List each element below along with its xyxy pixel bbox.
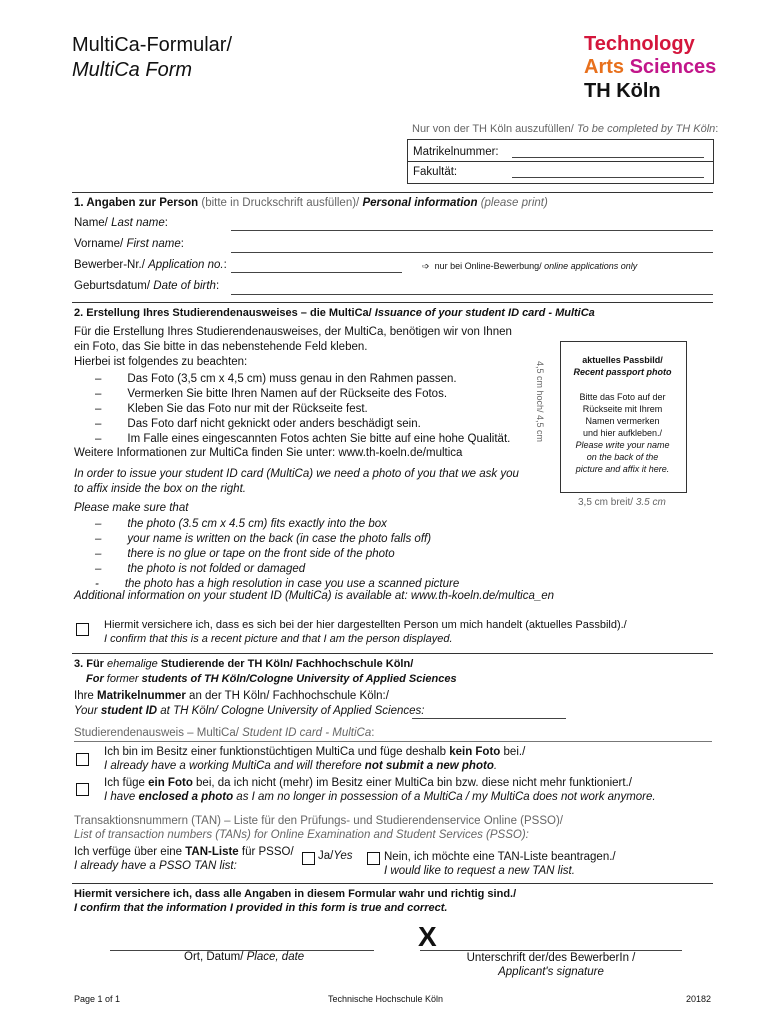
photo-title-de: aktuelles Passbild/ bbox=[582, 355, 663, 365]
s1-colon: : bbox=[223, 259, 227, 271]
photo-body-en-1: Please write your name bbox=[575, 440, 670, 450]
photo-body-en-2: on the back of the bbox=[586, 452, 659, 462]
last-name-label bbox=[74, 217, 168, 229]
list-item: – Kleben Sie das Foto nur mit der Rückseite fest. bbox=[95, 403, 368, 415]
s3-tanq-de-a: Ich verfüge über eine bbox=[74, 846, 186, 858]
list-item: – the photo is not folded or damaged bbox=[95, 563, 306, 575]
s1-heading-en-paren: (please print) bbox=[480, 197, 548, 209]
enclosed-photo-checkbox[interactable] bbox=[76, 783, 89, 796]
list-item: - the photo has a high resolution in case you use a scanned picture bbox=[95, 578, 460, 590]
s3-mat-de-c: an der TH Köln/ Fachhochschule Köln:/ bbox=[185, 690, 389, 702]
final-sig-en: Applicant's signature bbox=[498, 966, 604, 978]
footer-page: Page 1 of 1 bbox=[74, 994, 121, 1004]
tan-question bbox=[74, 845, 294, 873]
matrikel-label: Matrikelnummer: bbox=[413, 146, 499, 158]
signature-label bbox=[420, 951, 682, 979]
s2-more-en: Additional information on your student ID (MultiCa) is available at: www.th-koeln.de/multica_en bbox=[74, 590, 555, 602]
s3-card-label-de: Studierendenausweis – MultiCa/ bbox=[74, 727, 239, 739]
s3-opt2-en-b: enclosed a photo bbox=[138, 791, 234, 803]
logo-arts-sciences bbox=[584, 56, 716, 79]
s3-tan-de: Transaktionsnummern (TAN) – Liste für den Prüfungs- und Studierendenservice Online (PSSO)/ bbox=[74, 815, 563, 827]
no-photo-checkbox[interactable] bbox=[76, 753, 89, 766]
s3-opt2-de bbox=[104, 776, 656, 790]
list-item: – there is no glue or tape on the front side of the photo bbox=[95, 548, 395, 560]
s3-mat-de-a: Ihre bbox=[74, 690, 98, 702]
photo-confirm-checkbox[interactable] bbox=[76, 623, 89, 636]
s1-heading-bold: 1. Angaben zur Person bbox=[74, 197, 199, 209]
s1-colon: : bbox=[164, 217, 168, 229]
list-item: – the photo (3.5 cm x 4.5 cm) fits exactly into the box bbox=[95, 518, 387, 530]
form-title-en: MultiCa Form bbox=[72, 59, 193, 81]
s1-appnote-de: nur bei Online-Bewerbung/ bbox=[434, 261, 542, 271]
office-note-de: Nur von der TH Köln auszufüllen/ bbox=[412, 123, 574, 135]
s3-yes-en: Yes bbox=[333, 850, 353, 862]
section2-heading bbox=[74, 307, 595, 319]
s2-intro-en-2: to affix inside the box on the right. bbox=[74, 483, 246, 495]
s2-note-de: Hierbei ist folgendes zu beachten: bbox=[74, 356, 248, 368]
arrow-icon: ➩ bbox=[422, 261, 430, 271]
former-matrikel-de bbox=[74, 690, 389, 702]
final-confirm-en: I confirm that the information I provided in this form is true and correct. bbox=[74, 902, 448, 914]
s1-colon: : bbox=[215, 280, 220, 292]
matrikel-field[interactable] bbox=[512, 157, 704, 158]
last-name-field[interactable] bbox=[231, 230, 713, 231]
form-title: MultiCa-Formular/ bbox=[72, 34, 233, 56]
s3-mat-en-c: at TH Köln/ Cologne University of Applied Sciences: bbox=[157, 705, 425, 717]
photo-height-label: 4,5 cm hoch/ 4,5 cm bbox=[535, 361, 545, 443]
office-box-divider bbox=[407, 161, 713, 162]
s2-heading-en: Issuance of your student ID card - MultiCa bbox=[374, 307, 595, 319]
office-note bbox=[412, 123, 718, 135]
s3-opt1-de-b: kein Foto bbox=[449, 746, 501, 758]
final-place-de: Ort, Datum/ bbox=[184, 951, 244, 963]
s2-list-de-0: Das Foto (3,5 cm x 4,5 cm) muss genau in den Rahmen passen. bbox=[127, 373, 457, 385]
final-place-en: Place, date bbox=[246, 951, 305, 963]
s2-list-en-3: the photo is not folded or damaged bbox=[127, 563, 306, 575]
s1-dob-de: Geburtsdatum/ bbox=[74, 280, 151, 292]
s3-tanq-de-c: für PSSO/ bbox=[238, 846, 294, 858]
faculty-field[interactable] bbox=[512, 177, 704, 178]
s3-card-label-colon: : bbox=[371, 727, 375, 739]
s1-firstname-de: Vorname/ bbox=[74, 238, 124, 250]
tan-label bbox=[74, 814, 563, 842]
application-no-field[interactable] bbox=[231, 272, 402, 273]
section3-heading-en bbox=[86, 673, 457, 685]
s3-h2-a: For bbox=[86, 673, 107, 685]
s2-more-de: Weitere Informationen zur MultiCa finden Sie unter: www.th-koeln.de/multica bbox=[74, 447, 463, 459]
first-name-label bbox=[74, 238, 184, 250]
s3-mat-de-b: Matrikelnummer bbox=[97, 690, 186, 702]
signature-x-mark: X bbox=[418, 921, 437, 952]
s1-appno-en: Application no. bbox=[148, 259, 224, 271]
s2-list-en bbox=[95, 517, 459, 592]
s3-mat-en-b: student ID bbox=[100, 705, 158, 717]
list-item: – Das Foto (3,5 cm x 4,5 cm) muss genau in den Rahmen passen. bbox=[95, 373, 457, 385]
dob-field[interactable] bbox=[231, 294, 713, 295]
s3-h-a: 3. Für bbox=[74, 658, 108, 670]
list-item: – Vermerken Sie bitte Ihren Namen auf der Rückseite des Fotos. bbox=[95, 388, 448, 400]
tan-yes-checkbox[interactable] bbox=[302, 852, 315, 865]
photo-width-label bbox=[578, 497, 666, 508]
photo-width-de: 3,5 cm breit/ bbox=[578, 497, 634, 508]
photo-body-de-2: Rückseite mit Ihrem bbox=[582, 404, 663, 414]
tan-no-checkbox[interactable] bbox=[367, 852, 380, 865]
photo-body-de-3: Namen vermerken bbox=[585, 416, 660, 426]
s3-h2-c: students of TH Köln/Cologne University of Applied Sciences bbox=[138, 673, 457, 685]
list-item: – Im Falle eines eingescannten Fotos achten Sie bitte auf eine hohe Qualität. bbox=[95, 433, 511, 445]
footer-org: Technische Hochschule Köln bbox=[328, 994, 444, 1004]
divider bbox=[72, 302, 713, 303]
s3-card-label-en: Student ID card - MultiCa bbox=[242, 727, 372, 739]
s2-list-de bbox=[95, 372, 510, 447]
s3-opt1-de bbox=[104, 745, 525, 759]
logo-th-koeln: TH Köln bbox=[584, 80, 661, 102]
s3-tanq-de-b: TAN-Liste bbox=[185, 846, 239, 858]
s3-h2-b: former bbox=[106, 673, 139, 685]
photo-body-de-1: Bitte das Foto auf der bbox=[579, 392, 666, 402]
s3-no-de: Nein, ich möchte eine TAN-Liste beantragen./ bbox=[384, 851, 616, 863]
s2-list-en-1: your name is written on the back (in case the photo falls off) bbox=[127, 533, 432, 545]
divider bbox=[72, 883, 713, 884]
s3-opt2-en-c: as I am no longer in possession of a MultiCa / my MultiCa does not work anymore. bbox=[233, 791, 656, 803]
photo-confirm-de: Hiermit versichere ich, dass es sich bei der hier dargestellten Person um mich handelt (aktuelles Passbild)./ bbox=[104, 619, 627, 631]
s3-opt1-de-a: Ich bin im Besitz einer funktionstüchtigen MultiCa und füge deshalb bbox=[104, 746, 450, 758]
section1-heading bbox=[74, 197, 548, 209]
application-note bbox=[422, 261, 637, 272]
s1-name-de: Name/ bbox=[74, 217, 108, 229]
s3-tan-en: List of transaction numbers (TANs) for Online Examination and Student Services (PSSO): bbox=[74, 829, 529, 841]
s2-intro-de-1: Für die Erstellung Ihres Studierendenausweises, der MultiCa, benötigen wir von Ihnen bbox=[74, 326, 512, 338]
place-date-label bbox=[184, 951, 304, 963]
list-item: – your name is written on the back (in case the photo falls off) bbox=[95, 533, 432, 545]
s3-yes-de: Ja/ bbox=[318, 850, 334, 862]
photo-confirm-text bbox=[104, 618, 627, 646]
final-confirm-de: Hiermit versichere ich, dass alle Angaben in diesem Formular wahr und richtig sind./ bbox=[74, 888, 517, 900]
s1-heading-paren: (bitte in Druckschrift ausfüllen)/ bbox=[201, 197, 360, 209]
s3-opt2-de-b: ein Foto bbox=[148, 777, 193, 789]
s3-opt1-de-c: bei./ bbox=[500, 746, 526, 758]
enclosed-photo-text bbox=[104, 776, 656, 804]
s1-dob-en: Date of birth bbox=[153, 280, 216, 292]
tan-no-label bbox=[384, 850, 616, 878]
s2-heading-bold: 2. Erstellung Ihres Studierendenausweises – die MultiCa/ bbox=[74, 307, 372, 319]
s1-firstname-en: First name bbox=[126, 238, 181, 250]
s2-list-en-4: the photo has a high resolution in case you use a scanned picture bbox=[124, 578, 460, 590]
s3-h-c: Studierende der TH Köln/ Fachhochschule Köln/ bbox=[157, 658, 414, 670]
photo-width-en: 3.5 cm bbox=[635, 497, 666, 508]
s2-list-en-2: there is no glue or tape on the front side of the photo bbox=[127, 548, 395, 560]
former-matrikel-field[interactable] bbox=[412, 718, 566, 719]
s2-list-en-0: the photo (3.5 cm x 4.5 cm) fits exactly into the box bbox=[127, 518, 387, 530]
dob-label bbox=[74, 280, 219, 292]
s3-tanq-de bbox=[74, 845, 294, 859]
s3-mat-en-a: Your bbox=[74, 705, 101, 717]
s1-colon: : bbox=[180, 238, 184, 250]
s1-name-en: Last name bbox=[111, 217, 165, 229]
photo-box-text bbox=[560, 354, 685, 475]
divider bbox=[74, 741, 712, 742]
office-note-en: To be completed by TH Köln bbox=[576, 123, 716, 135]
former-matrikel-en bbox=[74, 705, 425, 717]
s3-opt2-en-a: I have bbox=[104, 791, 139, 803]
photo-body-en-3: picture and affix it here. bbox=[575, 464, 670, 474]
tan-yes-label bbox=[318, 850, 353, 862]
s1-heading-en: Personal information bbox=[362, 197, 478, 209]
no-photo-text bbox=[104, 745, 525, 773]
application-no-label bbox=[74, 259, 227, 271]
divider bbox=[72, 653, 713, 654]
final-sig-de: Unterschrift der/des BewerberIn / bbox=[466, 952, 636, 964]
s2-intro-en-1: In order to issue your student ID card (MultiCa) we need a photo of you that we ask you bbox=[74, 468, 519, 480]
s3-opt2-de-c: bei, da ich nicht (mehr) im Besitz einer MultiCa bin bzw. diese nicht mehr funktioniert./ bbox=[192, 777, 632, 789]
s3-no-en: I would like to request a new TAN list. bbox=[384, 865, 575, 877]
s1-appnote-en: online applications only bbox=[544, 261, 638, 271]
card-label bbox=[74, 727, 374, 739]
s2-note-en: Please make sure that bbox=[74, 502, 189, 514]
faculty-label: Fakultät: bbox=[413, 166, 458, 178]
divider bbox=[72, 192, 713, 193]
logo-sciences: Sciences bbox=[629, 56, 717, 78]
s2-list-de-3: Das Foto darf nicht geknickt oder anders beschädigt sein. bbox=[127, 418, 421, 430]
s3-opt2-de-a: Ich füge bbox=[104, 777, 149, 789]
photo-confirm-en: I confirm that this is a recent picture and that I am the person displayed. bbox=[104, 633, 453, 645]
list-item: – Das Foto darf nicht geknickt oder anders beschädigt sein. bbox=[95, 418, 421, 430]
footer-code: 20182 bbox=[686, 994, 712, 1004]
logo-technology: Technology bbox=[584, 33, 695, 55]
s2-list-de-1: Vermerken Sie bitte Ihren Namen auf der Rückseite des Fotos. bbox=[127, 388, 448, 400]
photo-body-de-4: und hier aufkleben./ bbox=[582, 428, 663, 438]
s3-opt1-en-c: . bbox=[493, 760, 498, 772]
photo-title-en: Recent passport photo bbox=[573, 367, 672, 377]
s3-opt1-en-a: I already have a working MultiCa and will therefore bbox=[104, 760, 365, 772]
s3-opt1-en-b: not submit a new photo bbox=[364, 760, 494, 772]
s3-opt1-en bbox=[104, 759, 525, 773]
s3-opt2-en bbox=[104, 790, 656, 804]
s3-h-b: ehemalige bbox=[107, 658, 158, 670]
s2-intro-de-2: ein Foto, das Sie bitte in das nebenstehende Feld kleben. bbox=[74, 341, 368, 353]
section3-heading bbox=[74, 658, 413, 670]
s2-list-de-2: Kleben Sie das Foto nur mit der Rückseite fest. bbox=[127, 403, 368, 415]
s1-appno-de: Bewerber-Nr./ bbox=[74, 259, 145, 271]
s2-intro-de bbox=[74, 325, 512, 370]
s3-tanq-en: I already have a PSSO TAN list: bbox=[74, 860, 237, 872]
s2-list-de-4: Im Falle eines eingescannten Fotos achten Sie bitte auf eine hohe Qualität. bbox=[127, 433, 511, 445]
logo-arts: Arts bbox=[584, 56, 625, 78]
final-confirm bbox=[74, 887, 516, 915]
office-note-colon: : bbox=[715, 123, 719, 135]
first-name-field[interactable] bbox=[231, 252, 713, 253]
s2-intro-en bbox=[74, 467, 519, 497]
